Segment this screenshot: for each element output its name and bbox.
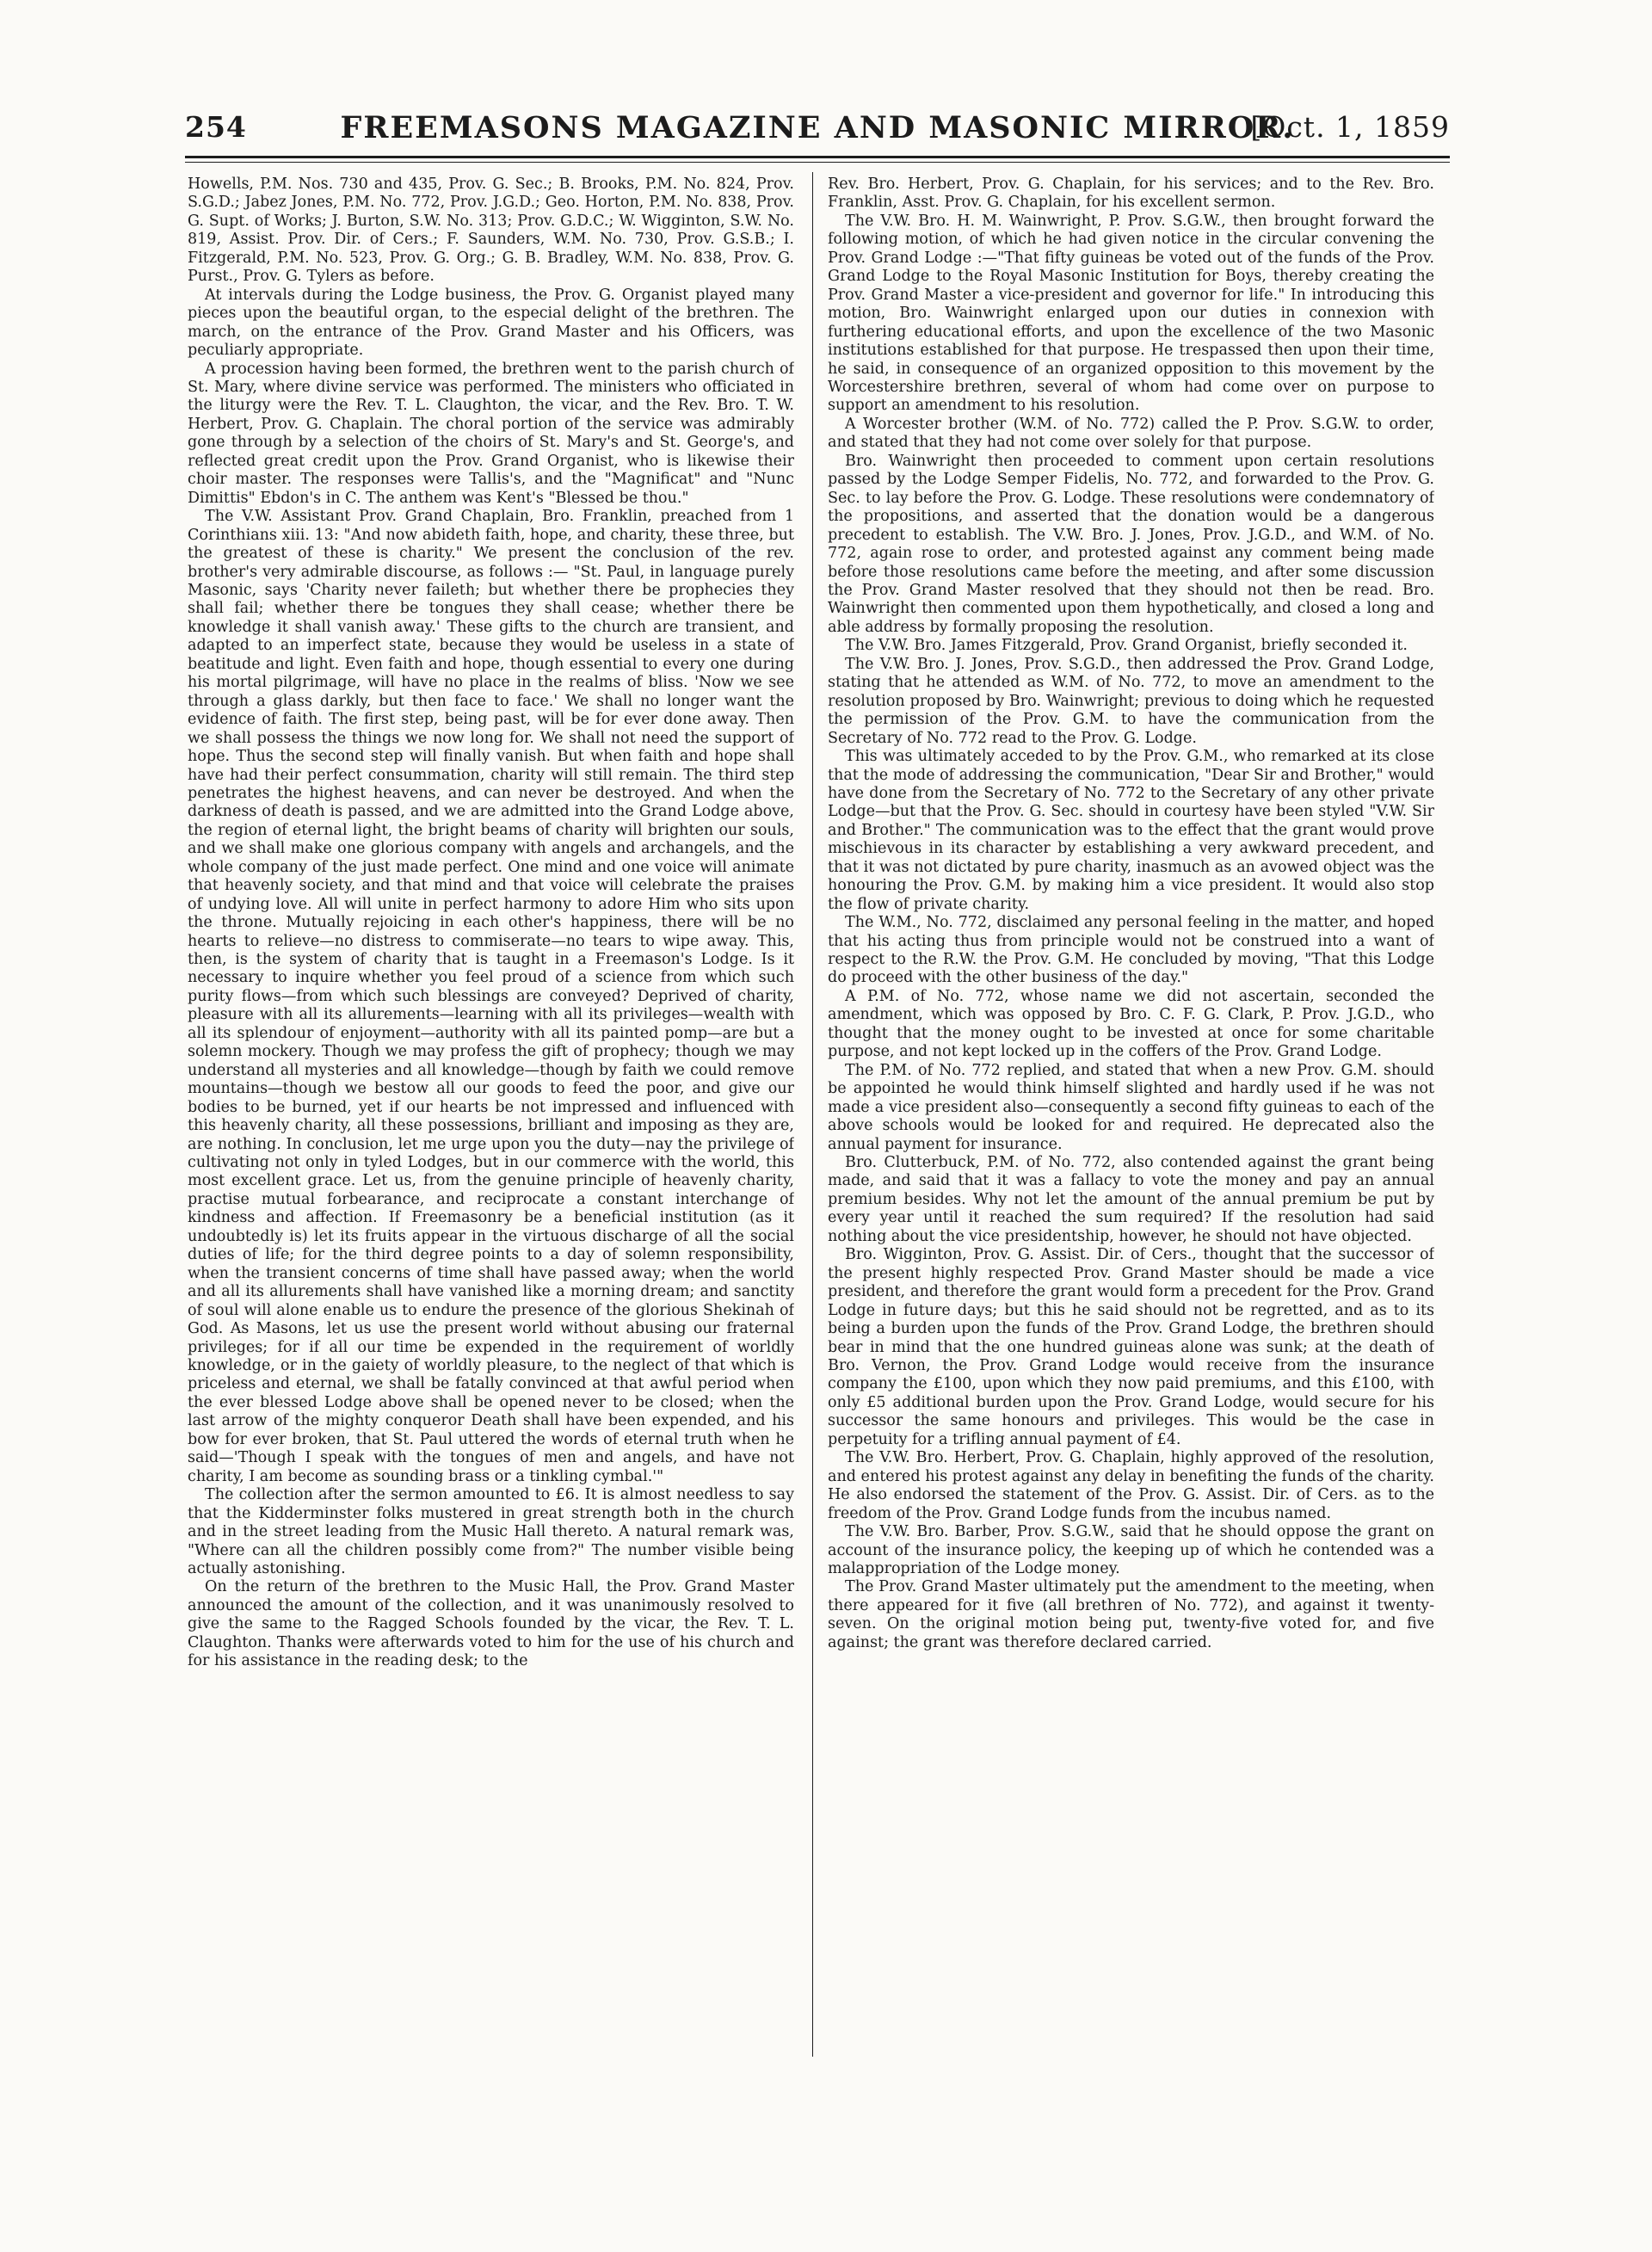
paragraph-collection: The collection after the sermon amounted to £6. It is almost needless to say that the Kidderminster folks mustered in great strength both in the church and in the street leading from the Music Hall thereto. A natural remark was, "Where can all the children possibly come from?" The number visible being actually astonishing. bbox=[188, 1486, 794, 1577]
right-column bbox=[828, 176, 1434, 2051]
paragraph-resolutions: Bro. Wainwright then proceeded to comment upon certain resolutions passed by the Lodge Semper Fidelis, No. 772, and forwarded to the Prov. G. Sec. to lay before the Prov. G. Lodge. These resolutions were condemnatory of the propositions, and asserted that the donation would be a dangerous precedent to establish. The V.W. Bro. J. Jones, Prov. J.G.D., and W.M. of No. 772, again rose to order, and protested against any comment being made before those resolutions came before the meeting, and after some discussion the Prov. Grand Master resolved that they should not then be read. Bro. Wainwright then commented upon them hypothetically, and closed a long and able address by formally proposing the resolution. bbox=[828, 452, 1434, 636]
paragraph-return-to-hall: On the return of the brethren to the Music Hall, the Prov. Grand Master announced the amount of the collection, and it was unanimously resolved to give the same to the Ragged Schools founded by the vicar, the Rev. T. L. Claughton. Thanks were afterwards voted to him for the use of his church and for his assistance in the reading desk; to the bbox=[188, 1578, 794, 1670]
paragraph-pm-replied: The P.M. of No. 772 replied, and stated that when a new Prov. G.M. should be appointed he would think himself slighted and hardly used if he was not made a vice president also—consequently a second fifty guineas to each of the above schools would be looked for and required. He deprecated also the annual payment for insurance. bbox=[828, 1061, 1434, 1153]
paragraph-barber: The V.W. Bro. Barber, Prov. S.G.W., said that he should oppose the grant on account of the insurance policy, the keeping up of which he contended was a malappropriation of the Lodge money. bbox=[828, 1523, 1434, 1577]
left-column bbox=[188, 176, 794, 2051]
paragraph-herbert: The V.W. Bro. Herbert, Prov. G. Chaplain, highly approved of the resolution, and entered his protest against any delay in benefiting the funds of the charity. He also endorsed the statement of the Prov. G. Assist. Dir. of Cers. as to the freedom of the Prov. Grand Lodge funds from the incubus named. bbox=[828, 1449, 1434, 1522]
issue-date: [Oct. 1, 1859 bbox=[1250, 110, 1450, 144]
page-header bbox=[185, 110, 1450, 153]
paragraph-procession: A procession having been formed, the brethren went to the parish church of St. Mary, where divine service was performed. The ministers who officiated in the liturgy were the Rev. T. L. Claughton, the vicar, and the Rev. Bro. T. W. Herbert, Prov. G. Chaplain. The choral portion of the service was admirably gone through by a selection of the choirs of St. Mary's and St. George's, and reflected great credit upon the Prov. Grand Organist, who is likewise their choir master. The responses were Tallis's, and the "Magnificat" and "Nunc Dimittis" Ebdon's in C. The anthem was Kent's "Blessed be thou." bbox=[188, 360, 794, 507]
page-number: 254 bbox=[185, 110, 247, 144]
header-rule-thick bbox=[185, 156, 1450, 158]
paragraph-jones-amendment: The V.W. Bro. J. Jones, Prov. S.G.D., then addressed the Prov. Grand Lodge, stating that he attended as W.M. of No. 772, to move an amendment to the resolution proposed by Bro. Wainwright; previous to doing which he requested the permission of the Prov. G.M. to have the communication from the Secretary of No. 772 read to the Prov. G. Lodge. bbox=[828, 655, 1434, 747]
masthead-title: FREEMASONS MAGAZINE AND MASONIC MIRROR. bbox=[340, 110, 1295, 145]
paragraph-organist: At intervals during the Lodge business, the Prov. G. Organist played many pieces upon the beautiful organ, to the especial delight of the brethren. The march, on the entrance of the Prov. Grand Master and his Officers, was peculiarly appropriate. bbox=[188, 286, 794, 360]
paragraph-sermon: The V.W. Assistant Prov. Grand Chaplain, Bro. Franklin, preached from 1 Corinthians xiii. 13: "And now abideth faith, hope, and charity, these three, but the greatest of these is charity." We present the conclusion of the rev. brother's very admirable discourse, as follows :— "St. Paul, in language purely Masonic, says 'Charity never faileth; but whether there be prophecies they shall fail; whether there be tongues they shall cease; whether there be knowledge it shall vanish away.' These gifts to the church are transient, and adapted to an imperfect state, because they would be useless in a state of beatitude and light. Even faith and hope, though essential to every one during his mortal pilgrimage, will have no place in the realms of bliss. 'Now we see through a glass darkly, but then face to face.' We shall no longer want the evidence of faith. The first step, being past, will be for ever done away. Then we shall possess the things we now long for. We shall not need the support of hope. Thus the second step will finally vanish. But when faith and hope shall have had their perfect consummation, charity will still remain. The third step penetrates the highest heavens, and can never be destroyed. And when the darkness of death is passed, and we are admitted into the Grand Lodge above, the region of eternal light, the bright beams of charity will brighten our souls, and we shall make one glorious company with angels and archangels, and the whole company of the just made perfect. One mind and one voice will animate that heavenly society, and that mind and that voice will celebrate the praises of undying love. All will unite in perfect harmony to adore Him who sits upon the throne. Mutually rejoicing in each other's happiness, there will be no hearts to relieve—no distress to commiserate—no tears to wipe away. This, then, is the system of charity that is taught in a Freemason's Lodge. Is it necessary to inquire whether you feel proud of a science from which such purity flows—from which such blessings are conveyed? Deprived of charity, pleasure with all its allurements—learning with all its privileges—wealth with all its splendour of enjoyment—authority with all its painted pomp—are but a solemn mockery. Though we may profess the gift of prophecy; though we may understand all mysteries and all knowledge—though by faith we could remove mountains—though we bestow all our goods to feed the poor, and give our bodies to be burned, yet if our hearts be not impressed and influenced with this heavenly charity, all these possessions, brilliant and imposing as they are, are nothing. In conclusion, let me urge upon you the duty—nay the privilege of cultivating not only in tyled Lodges, but in our commerce with the world, this most excellent grace. Let us, from the genuine principle of heavenly charity, practise mutual forbearance, and reciprocate a constant interchange of kindness and affection. If Freemasonry be a beneficial institution (as it undoubtedly is) let its fruits appear in the virtuous discharge of all the social duties of life; for the third degree points to a day of solemn responsibility, when the transient concerns of time shall have passed away; when the world and all its allurements shall have vanished like a morning dream; and sanctity of soul will alone enable us to endure the presence of the glorious Shekinah of God. As Masons, let us use the present world without abusing our fraternal privileges; for if all our time be expended in the requirement of worldly knowledge, or in the gaiety of worldly pleasure, to the neglect of that which is priceless and eternal, we shall be fatally convinced at that awful period when the ever blessed Lodge above shall be opened never to be closed; when the last arrow of the mighty conqueror Death shall have been expended, and his bow for ever broken, that St. Paul uttered the words of eternal truth when he said—'Though I speak with the tongues of men and angels, and have not charity, I am become as sounding brass or a tinkling cymbal.'" bbox=[188, 508, 794, 1485]
paragraph-wigginton: Bro. Wigginton, Prov. G. Assist. Dir. of Cers., thought that the successor of the present highly respected Prov. Grand Master should be made a vice president, and therefore the grant would form a precedent for the Prov. Grand Lodge in future days; but this he said should not be regretted, and as to its being a burden upon the funds of the Prov. Grand Lodge, the brethren should bear in mind that the one hundred guineas alone was sunk; at the death of Bro. Vernon, the Prov. Grand Lodge would receive from the insurance company the £100, upon which they now paid premiums, and this £100, with only £5 additional burden upon the Prov. Grand Lodge, would secure for his successor the same honours and privileges. This would be the case in perpetuity for a trifling annual payment of £4. bbox=[828, 1246, 1434, 1448]
paragraph-thanks: Rev. Bro. Herbert, Prov. G. Chaplain, for his services; and to the Rev. Bro. Franklin, Asst. Prov. G. Chaplain, for his excellent sermon. bbox=[828, 176, 1434, 212]
column-divider bbox=[812, 172, 813, 2057]
header-rule-thin bbox=[185, 162, 1450, 163]
paragraph-communication: This was ultimately acceded to by the Prov. G.M., who remarked at its close that the mode of addressing the communication, "Dear Sir and Brother," would have done from the Secretary of No. 772 to the Secretary of any other private Lodge—but that the Prov. G. Sec. should in courtesy have been styled "V.W. Sir and Brother." The communication was to the effect that the grant would prove mischievous in its character by establishing a very awkward precedent, and that it was not dictated by pure charity, inasmuch as an avowed object was the honouring the Prov. G.M. by making him a vice president. It would also stop the flow of private charity. bbox=[828, 748, 1434, 913]
paragraph-worcester-brother: A Worcester brother (W.M. of No. 772) called the P. Prov. S.G.W. to order, and stated that they had not come over solely for that purpose. bbox=[828, 415, 1434, 452]
paragraph-wainwright-motion: The V.W. Bro. H. M. Wainwright, P. Prov. S.G.W., then brought forward the following motion, of which he had given notice in the circular convening the Prov. Grand Lodge :—"That fifty guineas be voted out of the funds of the Prov. Grand Lodge to the Royal Masonic Institution for Boys, thereby creating the Prov. Grand Master a vice-president and governor for life." In introducing this motion, Bro. Wainwright enlarged upon our duties in connexion with furthering educational efforts, and upon the excellence of the two Masonic institutions established for that purpose. He trespassed then upon their time, he said, in consequence of an organized opposition to this movement by the Worcestershire brethren, several of whom had come over on purpose to support an amendment to his resolution. bbox=[828, 212, 1434, 415]
paragraph-vote-result: The Prov. Grand Master ultimately put the amendment to the meeting, when there appeared for it five (all brethren of No. 772), and against it twenty-seven. On the original motion being put, twenty-five voted for, and five against; the grant was therefore declared carried. bbox=[828, 1578, 1434, 1651]
paragraph-clutterbuck: Bro. Clutterbuck, P.M. of No. 772, also contended against the grant being made, and said that it was a fallacy to vote the money and pay an annual premium besides. Why not let the amount of the annual premium be put by every year until it reached the sum required? If the resolution had said nothing about the vice presidentship, however, he should not have objected. bbox=[828, 1154, 1434, 1245]
paragraph-wm-disclaimer: The W.M., No. 772, disclaimed any personal feeling in the matter, and hoped that his acting thus from principle would not be construed into a want of respect to the R.W. the Prov. G.M. He concluded by moving, "That this Lodge do proceed with the other business of the day." bbox=[828, 914, 1434, 987]
paragraph-officer-list: Howells, P.M. Nos. 730 and 435, Prov. G. Sec.; B. Brooks, P.M. No. 824, Prov. S.G.D.; Jabez Jones, P.M. No. 772, Prov. J.G.D.; Geo. Horton, P.M. No. 838, Prov. G. Supt. of Works; J. Burton, S.W. No. 313; Prov. G.D.C.; W. Wigginton, S.W. No. 819, Assist. Prov. Dir. of Cers.; F. Saunders, W.M. No. 730, Prov. G.S.B.; I. Fitzgerald, P.M. No. 523, Prov. G. Org.; G. B. Bradley, W.M. No. 838, Prov. G. Purst., Prov. G. Tylers as before. bbox=[188, 176, 794, 286]
paragraph-fitzgerald: The V.W. Bro. James Fitzgerald, Prov. Grand Organist, briefly seconded it. bbox=[845, 637, 1408, 655]
paragraph-pm-seconded: A P.M. of No. 772, whose name we did not ascertain, seconded the amendment, which was opposed by Bro. C. F. G. Clark, P. Prov. J.G.D., who thought that the money ought to be invested at once for some charitable purpose, and not kept locked up in the coffers of the Prov. Grand Lodge. bbox=[828, 987, 1434, 1061]
